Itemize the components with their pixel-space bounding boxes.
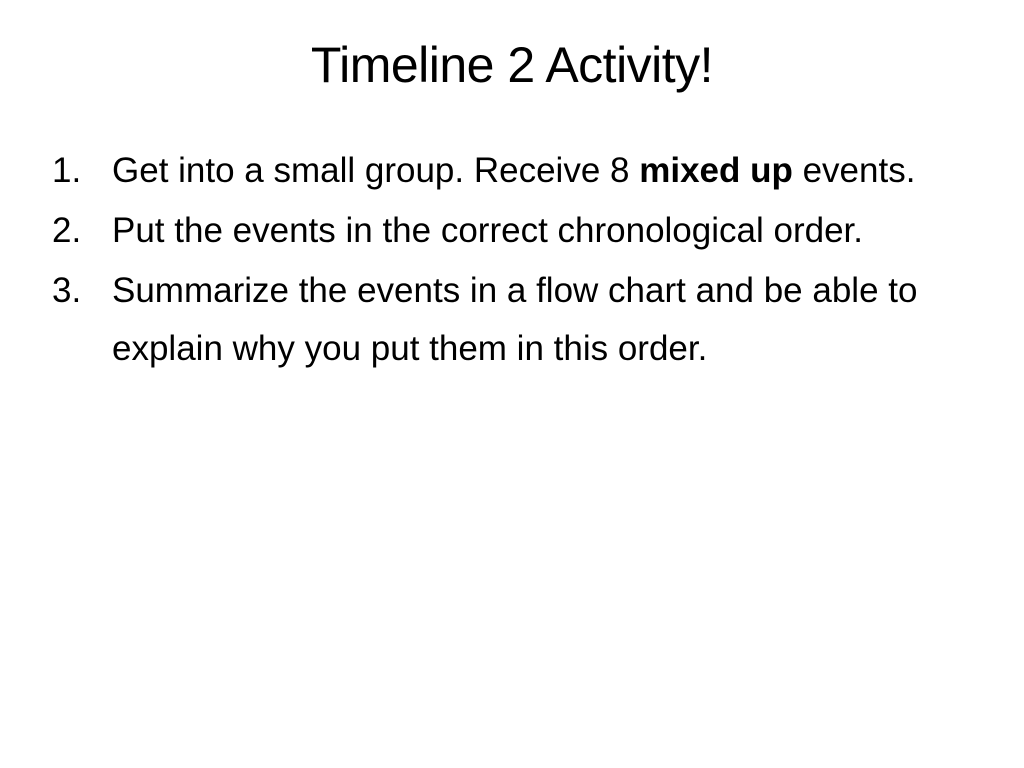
list-item-number: 3. xyxy=(52,271,82,310)
list-item-2 xyxy=(52,202,972,260)
instruction-list xyxy=(52,142,972,380)
list-item-text: Put the events in the correct chronological order. xyxy=(112,211,863,250)
list-item-text: Summarize the events in a flow chart and be able to explain why you put them in this order. xyxy=(112,271,918,368)
list-item-1 xyxy=(52,142,972,200)
list-item-text-continued: events. xyxy=(792,151,916,190)
list-item-number: 1. xyxy=(52,151,82,190)
list-item-text: Get into a small group. Receive 8 xyxy=(112,151,640,190)
list-item-3 xyxy=(52,262,972,378)
list-item-bold-text: mixed up xyxy=(639,151,793,190)
slide-title: Timeline 2 Activity! xyxy=(310,37,714,93)
list-item-number: 2. xyxy=(52,211,82,250)
